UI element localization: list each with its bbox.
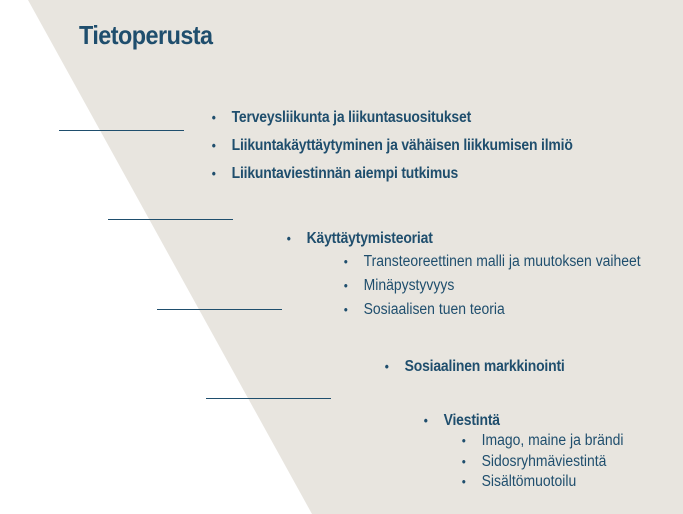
section-list bbox=[210, 104, 613, 188]
sub-list-item: • Sidosryhmäviestintä bbox=[460, 452, 624, 473]
sub-list bbox=[460, 431, 642, 493]
sub-list-item: • Sosiaalisen tuen teoria bbox=[342, 298, 641, 322]
divider-line bbox=[59, 130, 184, 131]
sub-list-item: • Transteoreettinen malli ja muutoksen vaiheet bbox=[342, 250, 641, 274]
section-list bbox=[285, 225, 449, 253]
section-list bbox=[383, 353, 585, 381]
slide-title: Tietoperusta bbox=[79, 20, 213, 50]
sub-list-item: • Imago, maine ja brändi bbox=[460, 431, 624, 452]
sub-list-item: • Minäpystyvyys bbox=[342, 274, 641, 298]
divider-line bbox=[206, 398, 331, 399]
section-heading: • Viestintä bbox=[422, 407, 500, 435]
section-heading: • Käyttäytymisteoriat bbox=[285, 225, 433, 253]
divider-line bbox=[108, 219, 233, 220]
divider-line bbox=[157, 309, 282, 310]
list-item: • Liikuntakäyttäytyminen ja vähäisen liikkumisen ilmiö bbox=[210, 132, 573, 160]
sub-list bbox=[342, 250, 674, 322]
list-item: • Liikuntaviestinnän aiempi tutkimus bbox=[210, 160, 573, 188]
sub-list-item: • Sisältömuotoilu bbox=[460, 472, 624, 493]
list-item: • Terveysliikunta ja liikuntasuositukset bbox=[210, 104, 573, 132]
section-heading: • Sosiaalinen markkinointi bbox=[383, 353, 565, 381]
